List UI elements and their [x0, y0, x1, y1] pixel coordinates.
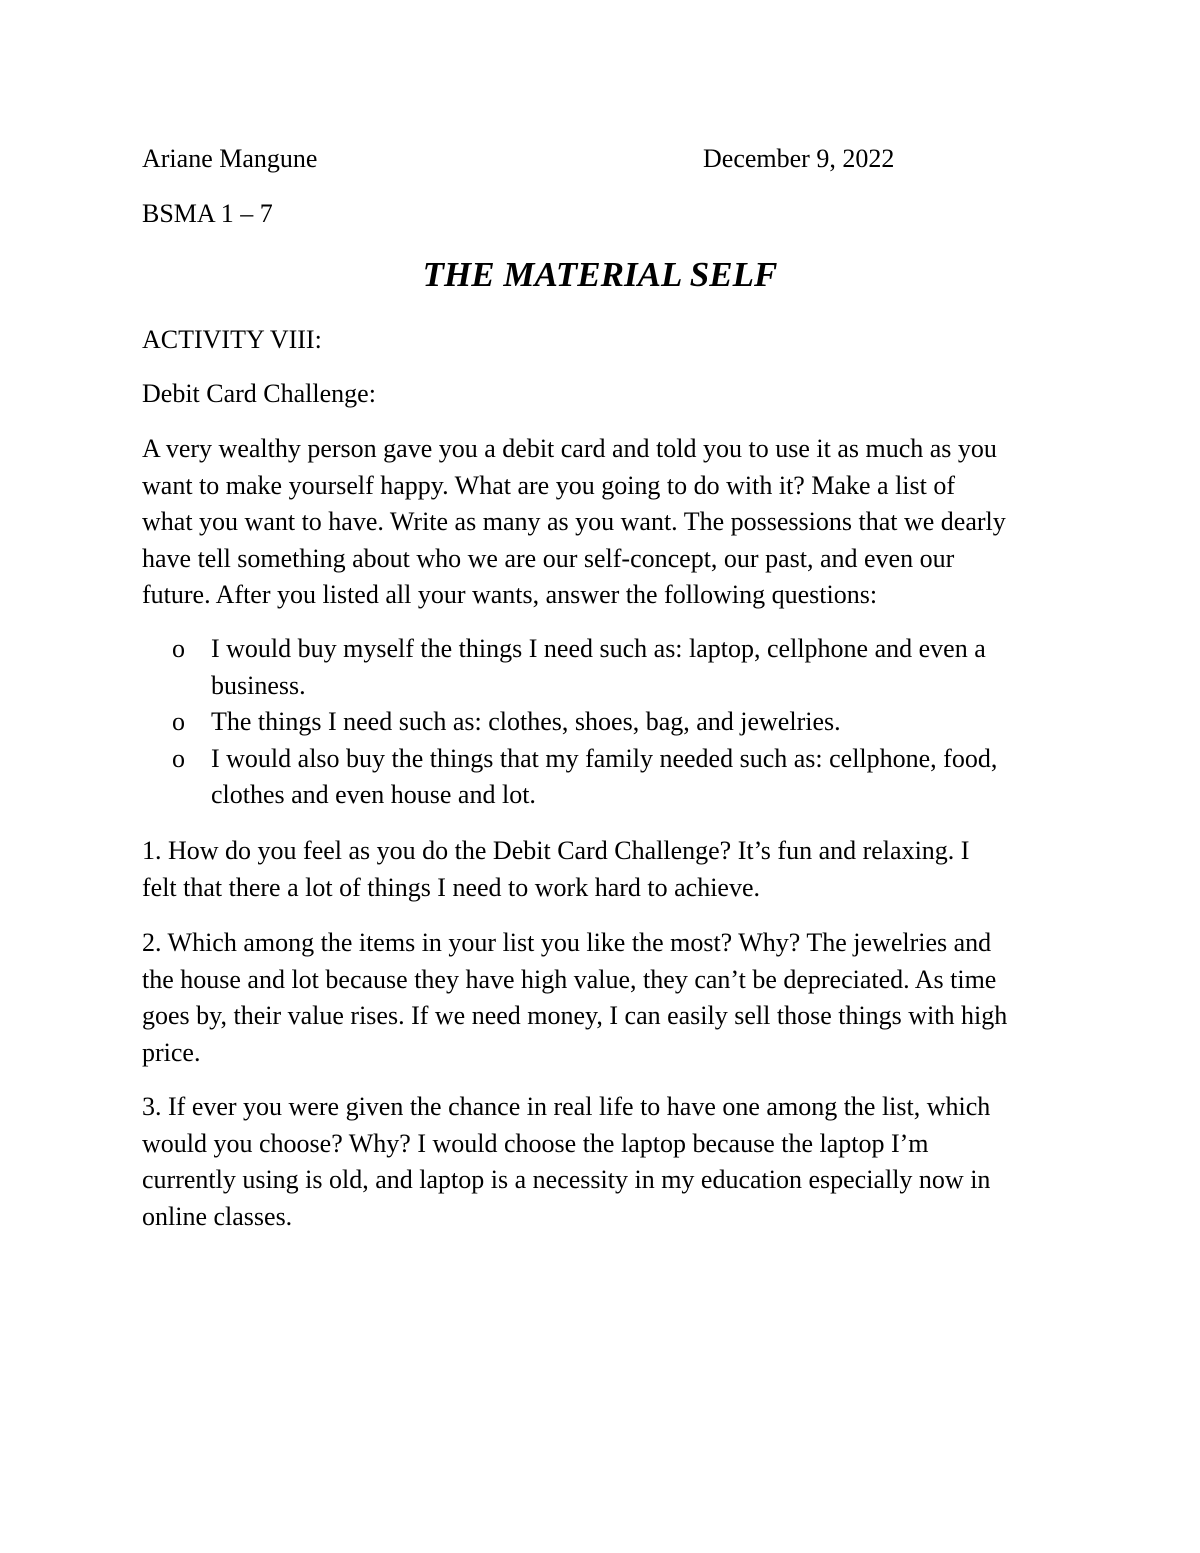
document-date: December 9, 2022 — [703, 144, 895, 173]
question-2-answer — [142, 925, 1072, 1071]
list-item-line: I would buy myself the things I need such as: laptop, cellphone and even a — [211, 634, 986, 663]
list-item-line: business. — [211, 670, 306, 700]
intro-line: have tell something about who we are our self-concept, our past, and even our — [142, 543, 955, 573]
intro-paragraph — [142, 431, 1072, 614]
answer-line: goes by, their value rises. If we need money, I can easily sell those things with high — [142, 1001, 1008, 1030]
list-item-line: clothes and even house and lot. — [211, 780, 536, 809]
intro-line: what you want to have. Write as many as you want. The possessions that we dearly — [142, 507, 1006, 536]
answer-line: price. — [142, 1037, 201, 1067]
answer-line: online classes. — [142, 1201, 293, 1231]
answer-line: 3. If ever you were given the chance in real life to have one among the list, which — [142, 1092, 991, 1121]
list-item — [142, 741, 1082, 814]
bullet-marker: o — [172, 634, 185, 663]
question-1-answer — [142, 833, 1072, 906]
answer-line: 2. Which among the items in your list you like the most? Why? The jewelries and — [142, 928, 992, 957]
bullet-marker: o — [172, 707, 185, 736]
answer-line: felt that there a lot of things I need to work hard to achieve. — [142, 872, 761, 902]
intro-line: A very wealthy person gave you a debit card and told you to use it as much as you — [142, 434, 997, 463]
intro-line: future. After you listed all your wants, answer the following questions: — [142, 580, 878, 609]
answer-line: 1. How do you feel as you do the Debit Card Challenge? It’s fun and relaxing. I — [142, 836, 970, 865]
challenge-label: Debit Card Challenge: — [142, 379, 376, 408]
intro-line: want to make yourself happy. What are you going to do with it? Make a list of — [142, 470, 956, 500]
list-item — [142, 631, 1082, 704]
list-item — [142, 704, 1082, 741]
answer-line: the house and lot because they have high value, they can’t be depreciated. As time — [142, 964, 997, 994]
answer-line: currently using is old, and laptop is a necessity in my education especially now in — [142, 1165, 991, 1194]
activity-label: ACTIVITY VIII: — [142, 325, 322, 354]
list-item-line: I would also buy the things that my family needed such as: cellphone, food, — [211, 743, 998, 773]
wants-list — [142, 631, 1082, 814]
class-section: BSMA 1 – 7 — [142, 199, 273, 228]
bullet-marker: o — [172, 743, 185, 773]
student-name: Ariane Mangune — [142, 144, 318, 173]
document-title: THE MATERIAL SELF — [422, 255, 778, 294]
question-3-answer — [142, 1089, 1072, 1235]
answer-line: would you choose? Why? I would choose the laptop because the laptop I’m — [142, 1128, 929, 1158]
list-item-line: The things I need such as: clothes, shoes, bag, and jewelries. — [211, 707, 841, 736]
